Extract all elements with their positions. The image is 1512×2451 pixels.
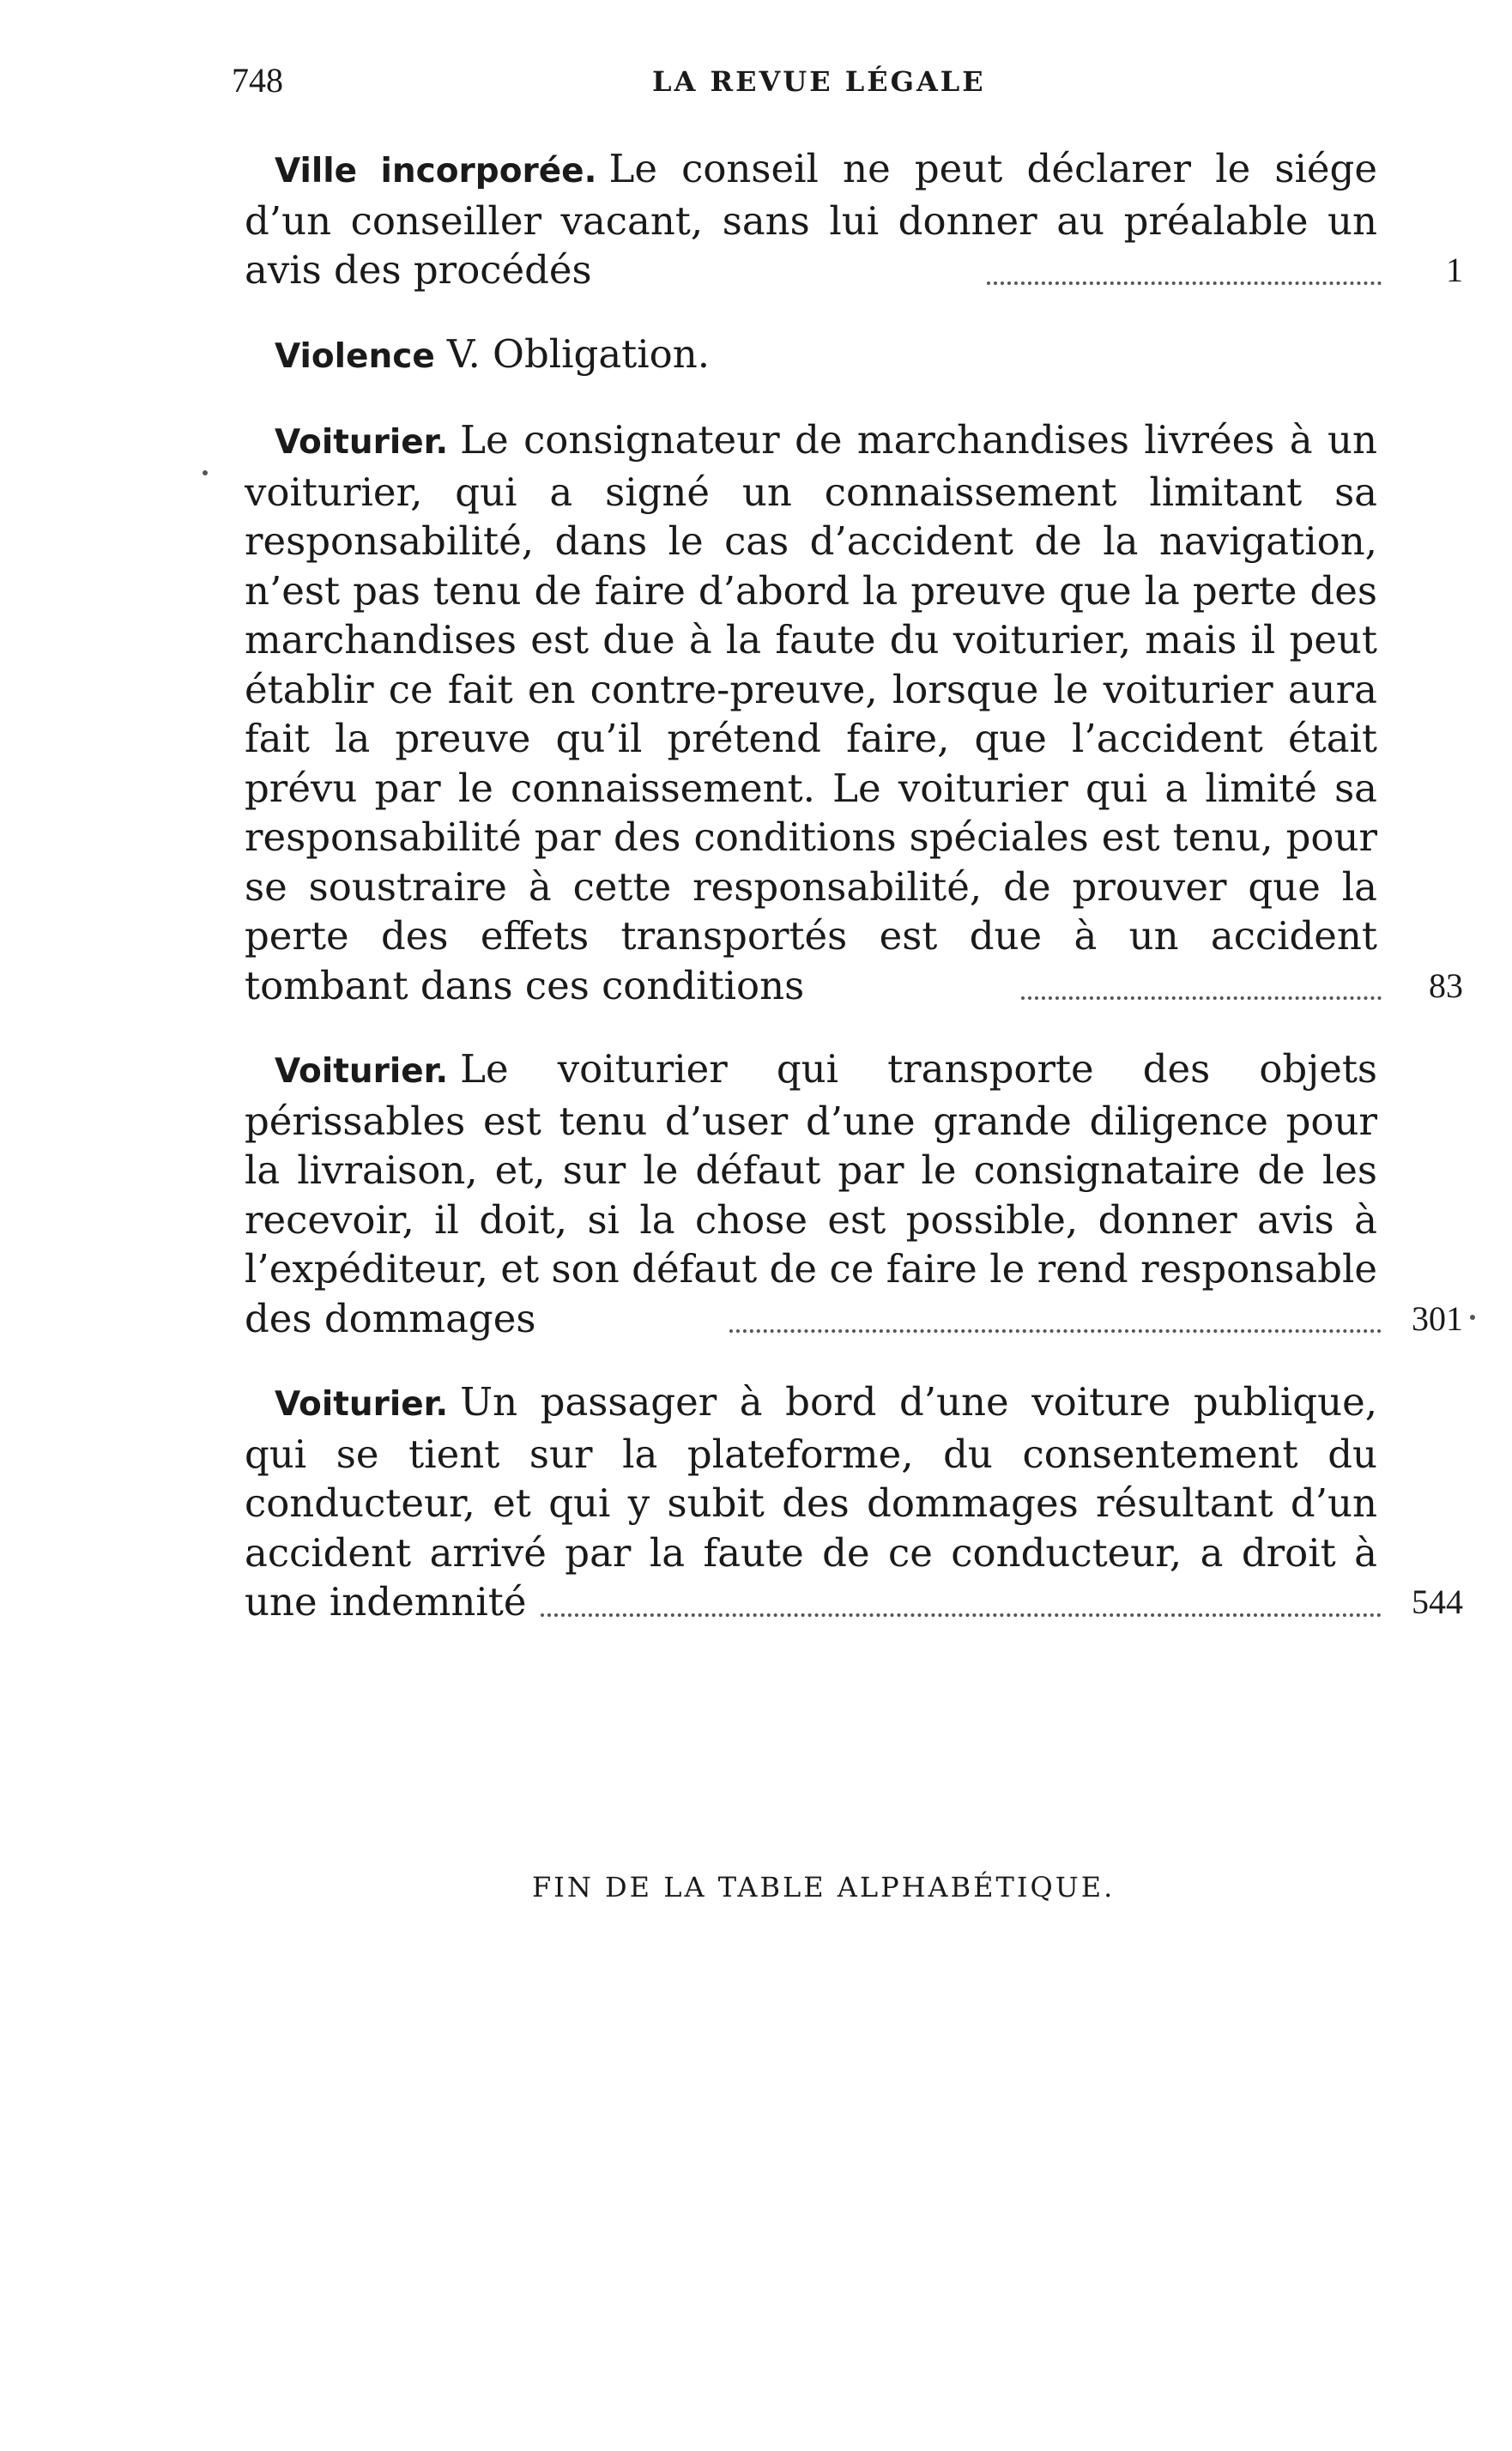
entry-term: Voiturier.	[275, 1385, 449, 1424]
entry-term: Ville incorporée.	[275, 152, 597, 191]
end-of-index-marker: FIN DE LA TABLE ALPHABÉTIQUE.	[532, 1871, 1116, 1903]
entry-text: V. Obligation.	[446, 330, 711, 377]
dot-leader	[729, 1329, 1382, 1333]
page-reference: 83	[1429, 965, 1463, 1005]
page-reference: 544	[1412, 1583, 1463, 1621]
page-reference: 1	[1446, 251, 1463, 289]
page-header	[232, 60, 1450, 112]
dot-leader	[541, 1613, 1382, 1617]
entry-term: Voiturier.	[275, 1052, 449, 1091]
running-title: LA REVUE LÉGALE	[652, 65, 986, 98]
margin-dot	[1470, 1315, 1475, 1320]
page-reference: 301	[1412, 1298, 1463, 1338]
index-entry	[245, 330, 1463, 382]
margin-dot	[203, 470, 208, 475]
index-entry	[245, 1377, 1463, 1627]
entry-term: Voiturier.	[275, 423, 449, 462]
page-number: 748	[232, 61, 283, 100]
entry-text: Le voiturier qui transporte des objets périssables est tenu d’user d’une grande diligence pour la livraison, et, sur le défaut par le consignataire de les recevoir, il doit, si la chose est possible, donner avis à l’expéditeur, et son défaut de ce faire le rend responsable des dommages	[245, 1046, 1377, 1341]
entry-text: Le consignateur de marchandises livrées à un voiturier, qui a signé un connaissement limitant sa responsabilité, dans le cas d’accident de la navigation, n’est pas tenu de faire d’abord la preuve que la perte des marchandises est due à la faute du voiturier, mais il peut établir ce fait en contre-preuve, lorsque le voiturier aura fait la preuve qu’il prétend faire, que l’accident était prévu par le connaissement. Le voiturier qui a limité sa responsabilité par des conditions spéciales est tenu, pour se soustraire à cette responsabilité, de prouver que la perte des effets transportés est due à un accident tombant dans ces conditions	[245, 417, 1377, 1008]
index-entry	[245, 144, 1463, 295]
index-entry	[245, 1044, 1463, 1343]
entry-text: Un passager à bord d’une voiture publique, qui se tient sur la plateforme, du consentement du conducteur, et qui y subit des dommages résultant d’un accident arrivé par la faute de ce conducteur, a droit à une indemnité	[245, 1379, 1377, 1625]
entry-term: Violence	[275, 336, 435, 376]
index-entries	[245, 144, 1463, 1661]
entry-text: Le conseil ne peut déclarer le siége d’un conseiller vacant, sans lui donner au préalable un avis des procédés	[245, 146, 1377, 293]
index-entry	[245, 415, 1463, 1010]
dot-leader	[987, 281, 1382, 285]
dot-leader	[1021, 996, 1382, 1000]
